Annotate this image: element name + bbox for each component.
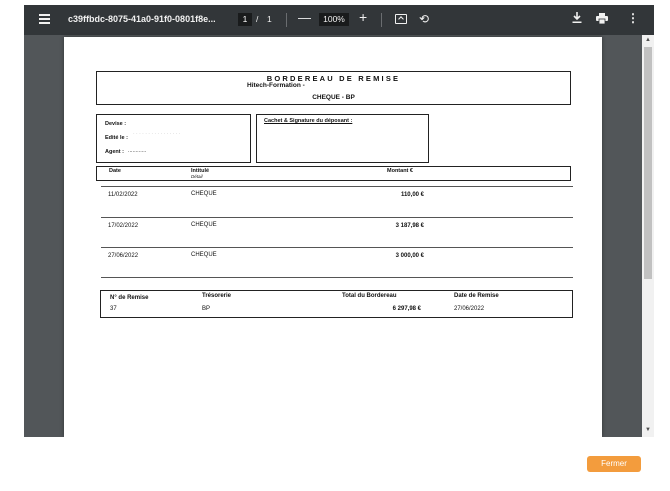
row-divider <box>101 186 573 187</box>
summary-date-header: Date de Remise <box>454 293 499 299</box>
summary-remise-header: N° de Remise <box>110 295 149 301</box>
edite-label: Edité le : <box>105 135 128 141</box>
fit-page-icon[interactable] <box>395 14 407 24</box>
toolbar-divider <box>286 13 287 27</box>
menu-icon[interactable] <box>39 14 50 24</box>
zoom-in-button[interactable]: + <box>359 9 368 25</box>
remise-type: CHEQUE - BP <box>312 94 355 101</box>
row-intitule: CHEQUE <box>191 222 217 228</box>
row-date: 11/02/2022 <box>108 192 138 198</box>
scroll-up-icon[interactable]: ▲ <box>645 37 651 43</box>
row-date: 27/06/2022 <box>108 253 139 259</box>
agent-label: Agent : <box>105 149 124 155</box>
row-intitule: CHEQUE <box>191 191 217 197</box>
signature-box <box>256 114 429 163</box>
row-divider <box>101 247 573 248</box>
pdf-page <box>64 37 602 437</box>
page-separator: / <box>256 14 259 24</box>
summary-total-header: Total du Bordereau <box>342 293 397 299</box>
summary-remise-value: 37 <box>110 306 117 312</box>
row-divider <box>101 217 573 218</box>
summary-total-value: 6 297,98 € <box>392 306 421 312</box>
document-heading: BORDEREAU DE REMISE <box>266 74 401 83</box>
more-icon[interactable]: ⋮ <box>627 11 639 25</box>
row-date: 17/02/2022 <box>108 223 139 229</box>
edite-value: · · · · · · · · · · · · · · · · <box>133 131 181 137</box>
header-box <box>96 71 571 105</box>
summary-tresorerie-header: Trésorerie <box>202 293 232 299</box>
summary-tresorerie-value: BP <box>202 306 211 312</box>
document-title: c39ffbdc-8075-41a0-91f0-0801f8e... <box>68 14 216 24</box>
row-montant: 3 000,00 € <box>395 253 424 259</box>
rotate-icon[interactable]: ⟲ <box>419 12 430 26</box>
company-name: Hitech-Formation - <box>247 82 305 89</box>
pdf-toolbar <box>24 5 654 35</box>
agent-value: ............ <box>128 148 147 154</box>
column-date: Date <box>109 168 121 174</box>
column-montant: Montant € <box>387 168 413 174</box>
scroll-down-icon[interactable]: ▼ <box>645 427 651 433</box>
devise-label: Devise : <box>105 121 127 127</box>
scroll-thumb[interactable] <box>644 47 652 279</box>
summary-date-value: 27/06/2022 <box>454 306 485 312</box>
download-icon[interactable] <box>571 11 583 27</box>
row-montant: 3 187,98 € <box>395 223 424 229</box>
page-number-input[interactable]: 1 <box>238 13 252 26</box>
table-header <box>96 166 571 181</box>
vertical-scrollbar[interactable] <box>642 35 654 437</box>
zoom-level[interactable]: 100% <box>319 13 349 26</box>
row-intitule: CHEQUE <box>191 252 217 258</box>
info-box <box>96 114 251 163</box>
row-montant: 110,00 € <box>400 192 424 198</box>
print-icon[interactable] <box>596 13 608 23</box>
column-intitule: Intitulé <box>191 168 210 174</box>
toolbar-divider <box>381 13 382 27</box>
row-divider <box>101 277 573 278</box>
zoom-out-button[interactable]: — <box>298 10 311 25</box>
summary-box <box>100 290 573 318</box>
pdf-viewer <box>24 5 654 437</box>
page-total: 1 <box>267 14 272 24</box>
signature-label: Cachet & Signature du déposant : <box>264 118 353 124</box>
close-button[interactable]: Fermer <box>587 456 641 472</box>
column-detail: Détail <box>191 174 203 179</box>
